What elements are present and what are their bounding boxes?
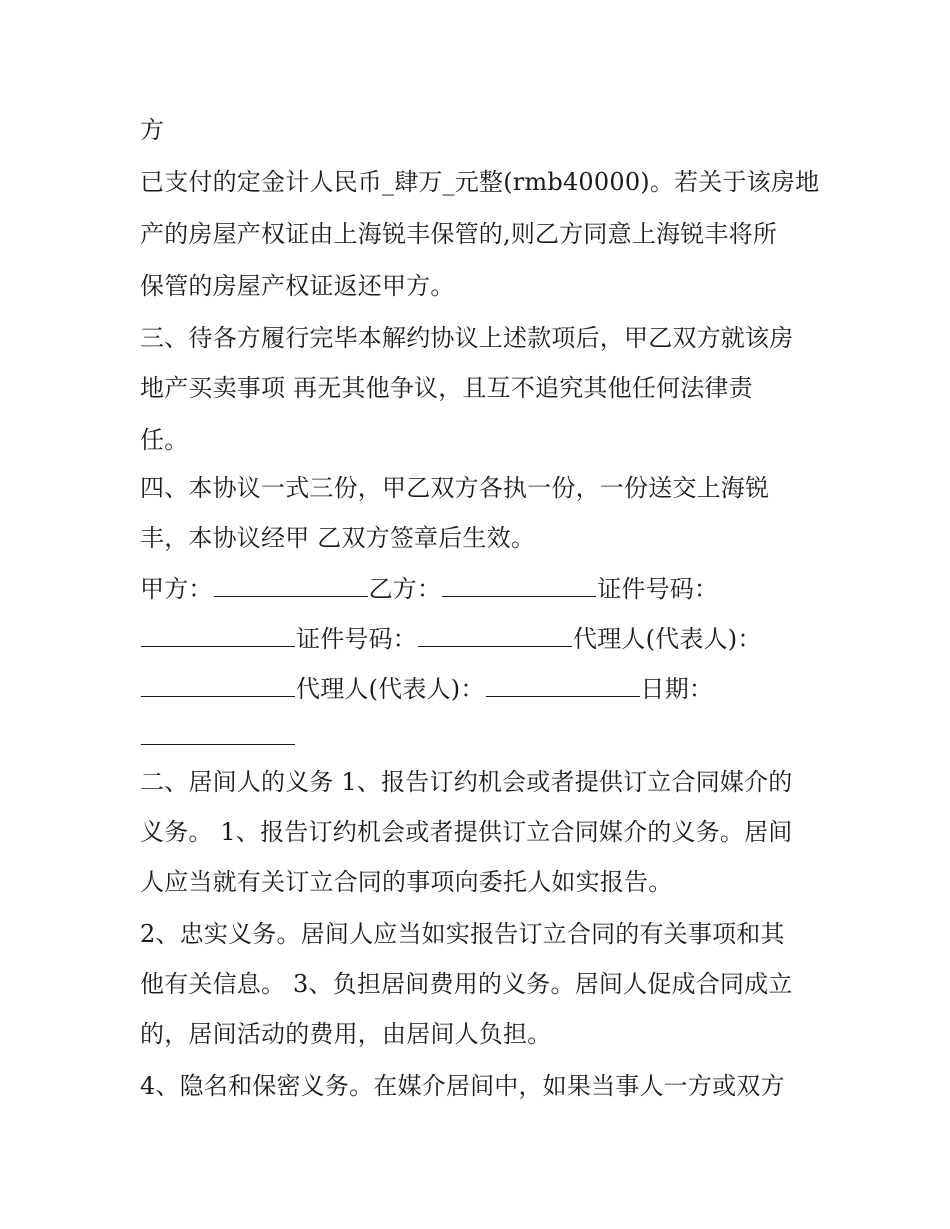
paragraph-line: 地产买卖事项 再无其他争议，且互不追究其他任何法律责	[140, 374, 753, 402]
paragraph-line: 产的房屋产权证由上海锐丰保管的,则乙方同意上海锐丰将所	[140, 220, 778, 248]
paragraph-line: 义务。 1、报告订约机会或者提供订立合同媒介的义务。居间	[140, 818, 793, 846]
paragraph-line: 人应当就有关订立合同的事项向委托人如实报告。	[140, 868, 673, 896]
paragraph-line: 丰，本协议经甲 乙双方签章后生效。	[140, 524, 536, 552]
paragraph-line: 保管的房屋产权证返还甲方。	[140, 272, 455, 300]
signature-line-4	[140, 716, 830, 756]
party-a-label: 甲方：	[140, 575, 213, 603]
party-b-blank[interactable]	[442, 568, 596, 597]
paragraph-line: 任。	[140, 426, 189, 454]
signature-line-3	[140, 668, 830, 708]
paragraph-line: 四、本协议一式三份，甲乙双方各执一份，一份送交上海锐	[140, 474, 770, 502]
paragraph-line: 二、居间人的义务 1、报告订约机会或者提供订立合同媒介的	[140, 768, 793, 796]
paragraph-line: 2、忠实义务。居间人应当如实报告订立合同的有关事项和其	[140, 920, 785, 948]
agent-blank[interactable]	[141, 668, 295, 697]
date-blank[interactable]	[141, 716, 295, 745]
paragraph-line: 4、隐名和保密义务。在媒介居间中，如果当事人一方或双方	[140, 1072, 785, 1100]
party-a-blank[interactable]	[214, 568, 368, 597]
id-number-blank[interactable]	[418, 618, 572, 647]
party-b-label: 乙方：	[368, 575, 442, 603]
agent-label: 代理人(代表人)：	[296, 675, 485, 703]
paragraph-line: 的，居间活动的费用，由居间人负担。	[140, 1020, 552, 1048]
paragraph-line: 已支付的定金计人民币_肆万_元整(rmb40000)。若关于该房地	[140, 168, 820, 196]
id-number-label: 证件号码：	[296, 625, 417, 653]
signature-line-1	[140, 568, 830, 608]
paragraph-line: 方	[140, 116, 165, 144]
paragraph-line: 三、待各方履行完毕本解约协议上述款项后，甲乙双方就该房	[140, 324, 794, 352]
agent-blank[interactable]	[486, 668, 640, 697]
id-number-blank[interactable]	[141, 618, 295, 647]
agent-label: 代理人(代表人)：	[573, 625, 762, 653]
paragraph-line: 他有关信息。 3、负担居间费用的义务。居间人促成合同成立	[140, 970, 793, 998]
signature-line-2	[140, 618, 830, 658]
id-number-label: 证件号码：	[597, 575, 719, 603]
date-label: 日期：	[640, 675, 714, 703]
